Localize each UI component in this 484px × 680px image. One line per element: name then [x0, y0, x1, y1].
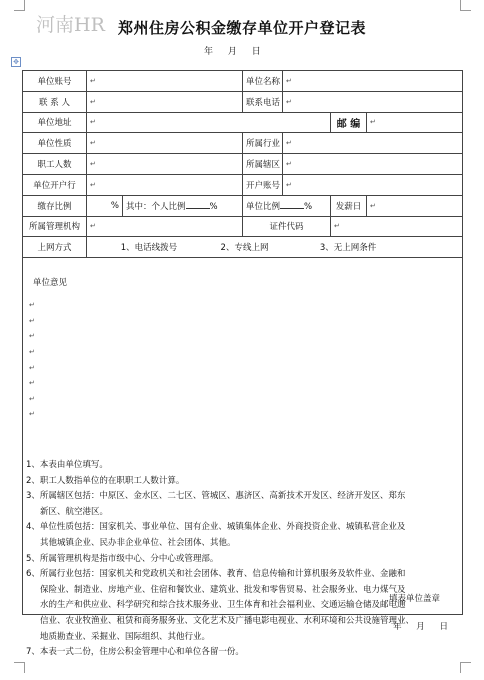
- field-contact-phone[interactable]: [283, 91, 463, 112]
- form-date-line: 年 月 日: [204, 47, 261, 57]
- form-notes: [26, 458, 466, 661]
- label-district: 所属辖区: [243, 154, 283, 175]
- note-line: 6、所属行业包括：国家机关和党政机关和社会团体、教育、信息传输和计算机服务及软件业、金融和: [26, 569, 406, 580]
- note-line: 信业、农业牧渔业、租赁和商务服务业、文化艺术及广播电影电视业、水利环境和公共设施管理业、: [40, 615, 415, 626]
- table-row: [23, 216, 463, 237]
- field-unit-name[interactable]: [283, 71, 463, 92]
- crop-mark-top-right: [460, 0, 471, 11]
- percent-sign: %: [110, 200, 119, 211]
- table-row: [23, 174, 463, 195]
- crop-mark-bottom-left: [14, 662, 25, 673]
- field-deposit-ratio[interactable]: [87, 195, 123, 216]
- field-unit-ratio[interactable]: [243, 195, 331, 216]
- label-unit-name: 单位名称: [243, 71, 283, 92]
- field-pay-day[interactable]: [367, 195, 463, 216]
- field-industry[interactable]: [283, 133, 463, 154]
- field-bank[interactable]: [87, 174, 243, 195]
- field-contact[interactable]: [87, 91, 243, 112]
- label-bank: 单位开户行: [23, 174, 87, 195]
- label-pay-day: 发薪日: [331, 195, 367, 216]
- field-personal-ratio[interactable]: [123, 195, 243, 216]
- table-row: [23, 133, 463, 154]
- field-unit-nature[interactable]: [87, 133, 243, 154]
- table-row: [23, 237, 463, 258]
- field-bank-account[interactable]: [283, 174, 463, 195]
- label-seal: 填表单位盖章: [388, 594, 440, 605]
- label-staff-count: 职工人数: [23, 154, 87, 175]
- option-no-internet[interactable]: 3、无上网条件: [319, 243, 377, 254]
- field-unit-address[interactable]: [87, 112, 331, 133]
- note-line: 新区、航空港区。: [40, 506, 109, 517]
- field-unit-account[interactable]: [87, 71, 243, 92]
- table-row: [23, 112, 463, 133]
- label-contact: 联 系 人: [23, 91, 87, 112]
- label-personal-ratio: 其中：个人比例: [126, 201, 186, 212]
- option-dial-up[interactable]: 1、电话线拨号: [120, 243, 178, 254]
- note-line: 4、单位性质包括：国家机关、事业单位、国有企业、城镇集体企业、外商投资企业、城镇私营企业及: [26, 522, 406, 533]
- field-managing-org[interactable]: [87, 216, 243, 237]
- note-line: 3、所属辖区包括：中原区、金水区、二七区、管城区、惠济区、高新技术开发区、经济开发区、郑东: [26, 491, 406, 502]
- note-line: 7、本表一式二份，住房公积金管理中心和单位各留一份。: [26, 647, 244, 658]
- note-line: 地质勘查业、采掘业、国际组织、其他行业。: [40, 631, 211, 642]
- option-leased-line[interactable]: 2、专线上网: [220, 243, 269, 254]
- label-unit-address: 单位地址: [23, 112, 87, 133]
- note-line: 5、所属管理机构是指市级中心、分中心或管理部。: [26, 553, 219, 564]
- label-industry: 所属行业: [243, 133, 283, 154]
- table-row: [23, 91, 463, 112]
- label-online-method: 上网方式: [23, 237, 87, 258]
- field-cert-code[interactable]: [331, 216, 463, 237]
- label-contact-phone: 联系电话: [243, 91, 283, 112]
- label-deposit-ratio: 缴存比例: [23, 195, 87, 216]
- note-line: 1、本表由单位填写。: [26, 460, 108, 470]
- crop-mark-top-left: [14, 0, 25, 11]
- table-row: [23, 154, 463, 175]
- crop-mark-bottom-right: [460, 662, 471, 673]
- personal-ratio-blank[interactable]: [186, 200, 210, 209]
- field-postcode[interactable]: [367, 112, 463, 133]
- note-line: 其他城镇企业、民办非企业单位、社会团体、其他。: [40, 537, 236, 548]
- label-cert-code: 证件代码: [243, 216, 331, 237]
- percent-sign: %: [304, 201, 313, 212]
- watermark: 河南HR: [36, 14, 105, 36]
- note-line: 保险业、制造业、房地产业、住宿和餐饮业、建筑业、批发和零售贸易、社会服务业、电力煤气及: [40, 584, 406, 595]
- note-line: 水的生产和供应业、科学研究和综合技术服务业、卫生体育和社会福利业、交通运输仓储及邮电通: [40, 600, 406, 611]
- table-move-handle-icon[interactable]: ✥: [11, 57, 21, 67]
- label-unit-ratio: 单位比例: [246, 201, 281, 212]
- label-sign-date: 年 月 日: [393, 622, 448, 633]
- label-bank-account: 开户账号: [243, 174, 283, 195]
- percent-sign: %: [209, 201, 218, 212]
- field-staff-count[interactable]: [87, 154, 243, 175]
- paragraph-marks: ↵ ↵ ↵ ↵ ↵ ↵ ↵ ↵: [29, 301, 35, 419]
- table-row: [23, 195, 463, 216]
- field-online-method[interactable]: [87, 237, 463, 258]
- label-unit-opinion: 单位意见: [33, 278, 68, 289]
- label-managing-org: 所属管理机构: [23, 216, 87, 237]
- form-title: 郑州住房公积金缴存单位开户登记表: [118, 19, 367, 37]
- unit-ratio-blank[interactable]: [280, 200, 304, 209]
- field-district[interactable]: [283, 154, 463, 175]
- label-unit-nature: 单位性质: [23, 133, 87, 154]
- label-postcode: 邮 编: [331, 112, 367, 133]
- table-row: [23, 71, 463, 92]
- label-unit-account: 单位账号: [23, 71, 87, 92]
- note-line: 2、职工人数指单位的在职职工人数计算。: [26, 475, 185, 486]
